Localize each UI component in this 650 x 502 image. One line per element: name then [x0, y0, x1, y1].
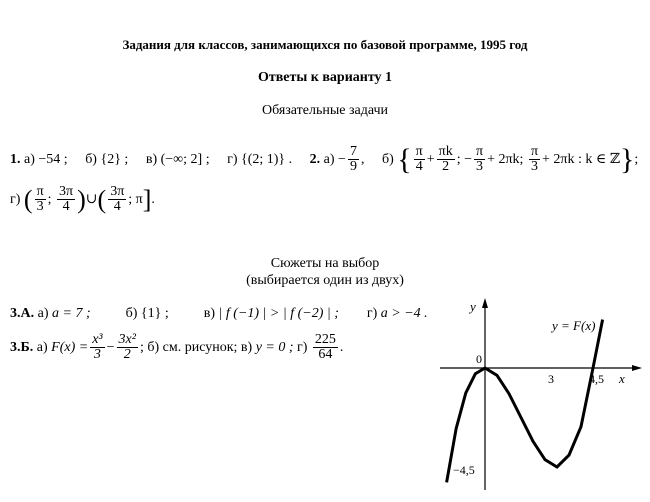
- problem-3b-number: 3.Б.: [10, 340, 34, 355]
- problem-3b-v-value: y = 0 ;: [255, 340, 294, 355]
- problem-2g-label: г): [10, 192, 21, 207]
- answer-row-2g: г) ( $\frac{\pi}{3}$ ; $\frac{3\pi}{4}$ )∪( $\frac{3\pi}{4}$ ; π].: [10, 183, 155, 215]
- problem-3a-g-value: a > −4 .: [380, 306, 428, 321]
- problem-3b-frac-1: $\frac{\text{x³}}{3}$: [92, 331, 103, 363]
- function-graph: [440, 290, 645, 495]
- problem-1g-label: г): [227, 152, 238, 167]
- problem-2-number: 2.: [309, 152, 321, 167]
- problem-3b-frac-2: $\frac{\text{3x²}}{2}$: [118, 331, 136, 363]
- problem-1g-value: {(2; 1)} .: [241, 152, 293, 167]
- problem-2b-term-3: $\frac{\pi}{3}$: [476, 143, 484, 175]
- tick-label-minus-4-5: −4,5: [453, 463, 475, 477]
- tick-label-3: 3: [548, 372, 554, 386]
- problem-3a-b-value: {1} ;: [140, 306, 169, 321]
- problem-2g-frac-1: $\frac{\pi}{3}$: [36, 183, 44, 215]
- problem-2b-term-1: $\frac{\pi}{4}$: [415, 143, 423, 175]
- x-axis-label: x: [619, 371, 625, 386]
- problem-2g-frac-2: $\frac{3\pi}{4}$: [59, 183, 74, 215]
- mandatory-title: Обязательные задачи: [261, 103, 389, 118]
- set-close-brace: }: [619, 142, 635, 176]
- problem-2a-fraction: $\frac{7}{9}$: [349, 143, 357, 175]
- tick-label-4-5: 4,5: [589, 372, 604, 386]
- problem-1a-label: а): [24, 152, 35, 167]
- set-open-brace: {: [397, 142, 412, 176]
- problem-1b-value: {2} ;: [100, 152, 129, 167]
- choice-subtitle: (выбирается один из двух): [246, 273, 404, 288]
- choice-title: Сюжеты на выбор: [270, 256, 380, 271]
- problem-1v-value: (−∞; 2] ;: [160, 152, 210, 167]
- problem-2b-term-4: $\frac{\pi}{3}$: [530, 143, 539, 175]
- y-axis-arrow-icon: [482, 298, 488, 308]
- function-curve: [447, 320, 603, 483]
- problem-2b-term-2: $\frac{\pi k}{2}$: [438, 143, 453, 175]
- problem-2a-label: а): [323, 152, 335, 167]
- origin-label: 0: [476, 352, 482, 366]
- answer-row-3b: 3.Б. а) F(x) = $\frac{\text{x³}}{3}$ − $\frac{\text{3x²}}{2}$ ; б) см. рисунок; в) y = 0 ; г) $\frac{225}{64}$ .: [10, 331, 344, 363]
- answers-title: Ответы к варианту 1: [257, 70, 393, 85]
- function-label: y = F(x): [552, 318, 596, 333]
- x-axis-arrow-icon: [632, 365, 642, 371]
- problem-1b-label: б): [85, 152, 97, 167]
- problem-1a-value: −54 ;: [38, 152, 68, 167]
- problem-1v-label: в): [145, 152, 158, 167]
- problem-3a-a-value: a = 7 ;: [52, 306, 91, 321]
- y-axis-label: y: [470, 299, 476, 314]
- problem-3a-number: 3.А.: [10, 306, 35, 321]
- answer-row-1-2: 1. а) −54 ; б) {2} ; в) (−∞; 2] ; г) {(2; 1)} . 2. а) − $\frac{7}{9}$ , б) { $\frac{\pi}{4}$ + $\frac{\pi k}{2}$ ; − $\frac{\pi}{3}$ + 2πk; $\frac{\pi}{3}$ + 2πk : k ∈ ℤ};: [10, 142, 639, 176]
- problem-2g-frac-3: $\frac{3\pi}{4}$: [110, 183, 125, 215]
- problem-3b-g-fraction: $\frac{225}{64}$: [314, 331, 336, 363]
- problem-1-number: 1.: [10, 152, 21, 167]
- document-title: Задания для классов, занимающихся по базовой программе, 1995 год: [122, 37, 528, 52]
- answer-row-3a: 3.А. а) a = 7 ; б) {1} ; в) | f (−1) | > | f (−2) | ; г) a > −4 .: [10, 306, 428, 321]
- problem-2b-label: б): [381, 152, 394, 167]
- problem-3a-v-value: | f (−1) | > | f (−2) | ;: [218, 306, 339, 321]
